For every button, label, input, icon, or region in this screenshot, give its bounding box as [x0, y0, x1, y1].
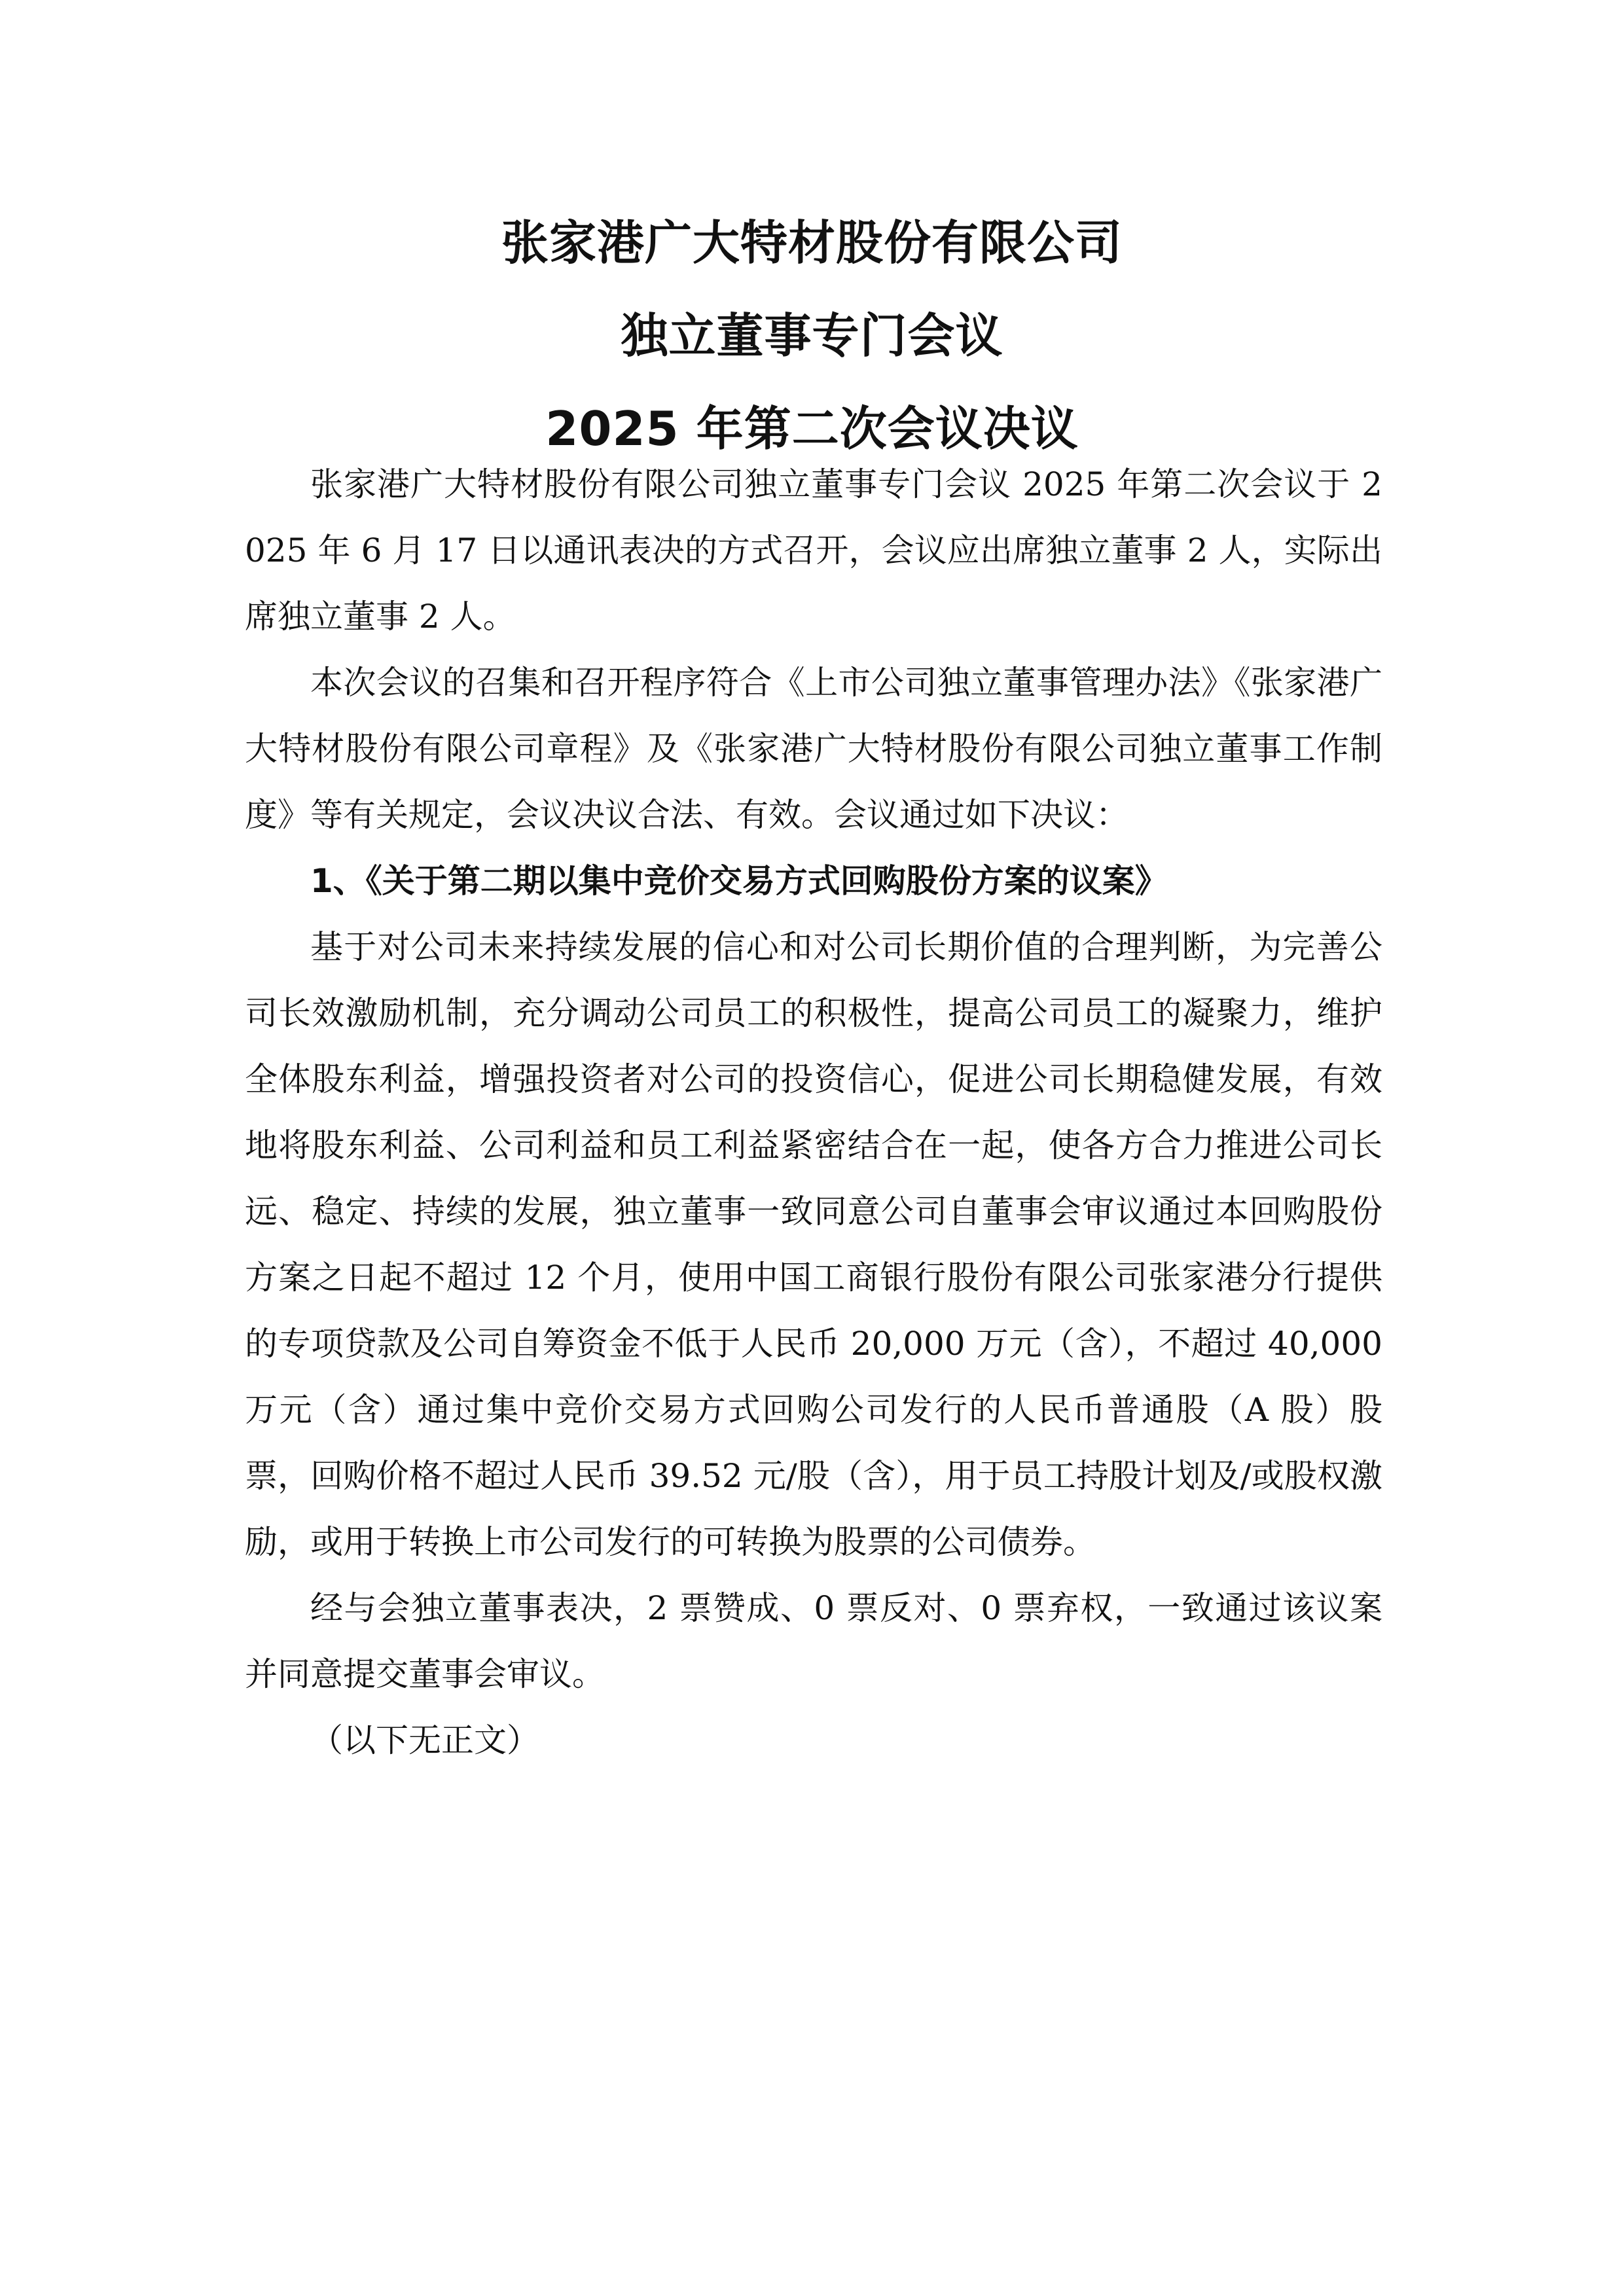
end-note: （以下无正文） — [310, 1721, 539, 1759]
voting-result-paragraph: 经与会独立董事表决，2 票赞成、0 票反对、0 票弃权，一致通过该议案并同意提交董事会审议。 — [245, 1589, 1382, 1693]
title-company-name: 张家港广大特材股份有限公司 — [501, 215, 1123, 270]
proposal-content-paragraph: 基于对公司未来持续发展的信心和对公司长期价值的合理判断，为完善公司长效激励机制，充分调动公司员工的积极性，提高公司员工的凝聚力，维护全体股东利益，增强投资者对公司的投资信心，促进公司长期稳健发展，有效地将股东利益、公司利益和员工利益紧密结合在一起，使各方合力推进公司长远、稳定、持续的发展，独立董事一致同意公司自董事会审议通过本回购股份方案之日起不超过 12 个月，使用中国工商银行股份有限公司张家港分行提供的专项贷款及公司自筹资金不低于人民币 20,000 万元（含），不超过 40,000 万元（含）通过集中竞价交易方式回购公司发行的人民币普通股（A 股）股票，回购价格不超过人民币 39.52 元/股（含），用于员工持股计划及/或股权激励，或用于转换上市公司发行的可转换为股票的公司债券。 — [245, 928, 1382, 1561]
meeting-info-paragraph: 张家港广大特材股份有限公司独立董事专门会议 2025 年第二次会议于 2025 年 6 月 17 日以通讯表决的方式召开，会议应出席独立董事 2 人，实际出席独立董事 2 人。 — [245, 465, 1382, 636]
proposal-heading: 1、《关于第二期以集中竞价交易方式回购股份方案的议案》 — [310, 862, 1168, 900]
document-body — [245, 452, 1382, 1774]
title-meeting-name: 独立董事专门会议 — [621, 308, 1003, 363]
compliance-paragraph: 本次会议的召集和召开程序符合《上市公司独立董事管理办法》《张家港广大特材股份有限公司章程》及《张家港广大特材股份有限公司独立董事工作制度》等有关规定，会议决议合法、有效。会议通过如下决议： — [245, 664, 1382, 834]
document-title — [0, 196, 1624, 475]
title-resolution: 2025 年第二次会议决议 — [545, 401, 1079, 456]
